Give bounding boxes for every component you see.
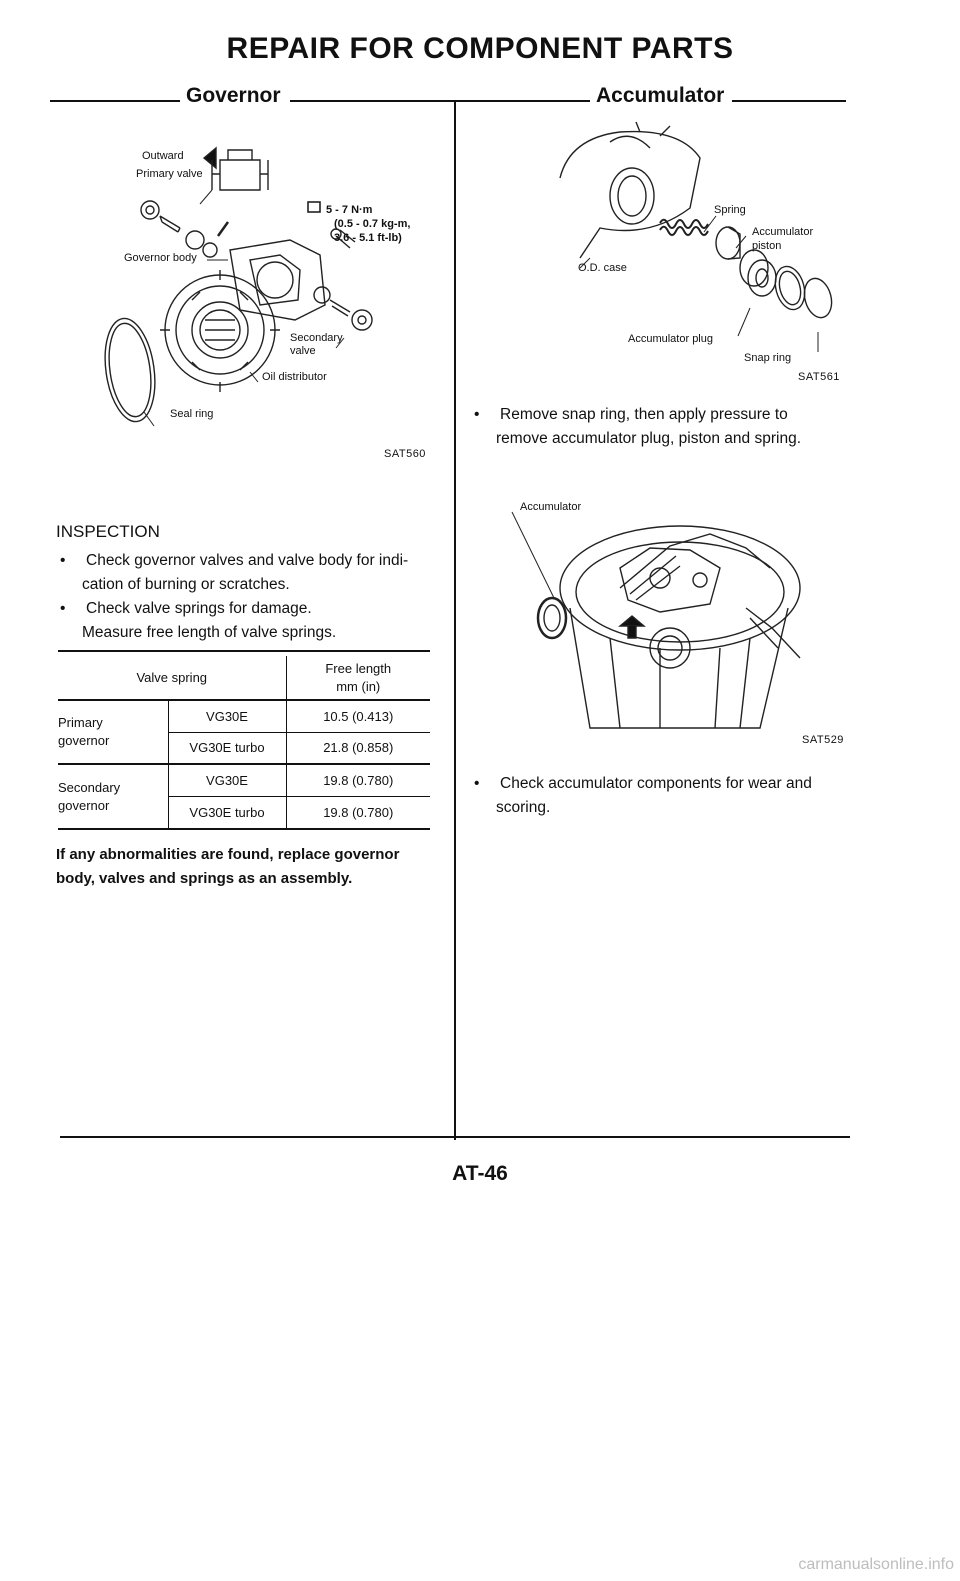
group-name-secondary [58, 764, 168, 828]
bullet-text: Remove snap ring, then apply pressure to [500, 406, 788, 423]
figure-id-sat561: SAT561 [798, 371, 840, 383]
governor-section-title: Governor [186, 84, 281, 107]
table-top-rule [58, 650, 430, 652]
torque-wrench-icon [308, 202, 320, 212]
bullet-text-continuation: remove accumulator plug, piston and spring. [496, 430, 801, 447]
label-spring: Spring [714, 204, 746, 216]
label-accumulator-plug: Accumulator plug [628, 333, 713, 345]
header-valve-spring: Valve spring [58, 656, 286, 700]
bullet-dot: • [60, 552, 66, 569]
model-cell: VG30E turbo [168, 796, 286, 828]
bullet-text-continuation: Measure free length of valve springs. [82, 624, 337, 641]
label-accumulator-piston-2: piston [752, 240, 782, 252]
header-free-length [286, 656, 430, 700]
label-secondary-valve-1: Secondary [290, 332, 343, 344]
group-name-primary [58, 700, 168, 764]
model-cell: VG30E [168, 700, 286, 732]
label-od-case: O.D. case [578, 262, 627, 274]
footer-rule [60, 1136, 850, 1138]
replacement-note-line-1: If any abnormalities are found, replace governor [56, 846, 400, 863]
outward-arrow-icon [204, 148, 216, 168]
bullet-text: Check governor valves and valve body for indi- [86, 552, 409, 569]
list-item [56, 549, 446, 573]
label-accumulator: Accumulator [520, 501, 582, 513]
label-governor-body: Governor body [124, 252, 197, 264]
table-header-row [58, 656, 430, 700]
inspection-heading: INSPECTION [56, 522, 160, 541]
bullet-dot: • [474, 775, 480, 792]
length-cell: 19.8 (0.780) [286, 764, 430, 796]
group-name-line: governor [58, 797, 110, 813]
watermark: carmanualsonline.info [798, 1556, 954, 1573]
model-cell: VG30E [168, 764, 286, 796]
valve-spring-table [58, 656, 430, 828]
list-item [470, 772, 860, 796]
label-snap-ring: Snap ring [744, 352, 792, 364]
label-torque-2: (0.5 - 0.7 kg-m, [334, 218, 411, 230]
group-name-line: governor [58, 733, 110, 748]
label-accumulator-piston-1: Accumulator [752, 226, 814, 238]
figure-id-sat529: SAT529 [802, 734, 844, 746]
accumulator-location-photo [510, 508, 810, 748]
table-row [58, 700, 430, 732]
length-cell: 19.8 (0.780) [286, 796, 430, 828]
label-oil-distributor: Oil distributor [262, 371, 327, 383]
header-free-length-1: Free length [325, 660, 392, 676]
bullet-dot: • [474, 406, 480, 423]
group-name-line: Secondary [58, 779, 121, 795]
header-free-length-2: mm (in) [336, 678, 381, 694]
label-primary-valve: Primary valve [136, 168, 203, 180]
accumulator-section-title: Accumulator [596, 84, 725, 107]
group-name-line: Primary [58, 715, 103, 730]
governor-heading-rule-left [50, 100, 180, 102]
label-seal-ring: Seal ring [170, 408, 214, 420]
bullet-text-continuation: scoring. [496, 799, 551, 816]
label-secondary-valve-2: valve [290, 345, 316, 357]
figure-id-sat560: SAT560 [384, 448, 426, 460]
accumulator-heading-rule-right [732, 100, 846, 102]
accumulator-step-2 [470, 772, 860, 820]
list-item [56, 597, 446, 621]
inspection-bullet-list [56, 549, 446, 645]
page-number: AT-46 [452, 1162, 508, 1185]
label-torque-1: 5 - 7 N·m [326, 204, 373, 216]
length-cell: 10.5 (0.413) [286, 700, 430, 732]
list-item [470, 403, 860, 427]
length-cell: 21.8 (0.858) [286, 732, 430, 764]
bullet-text: Check valve springs for damage. [86, 600, 312, 617]
bullet-text: Check accumulator components for wear and [500, 775, 812, 792]
page-title: REPAIR FOR COMPONENT PARTS [226, 32, 734, 65]
bullet-dot: • [60, 600, 66, 617]
model-cell: VG30E turbo [168, 732, 286, 764]
bullet-text-continuation: cation of burning or scratches. [82, 576, 290, 593]
replacement-note-line-2: body, valves and springs as an assembly. [56, 870, 353, 887]
column-divider [454, 100, 456, 1140]
table-bottom-rule [58, 828, 430, 830]
label-outward: Outward [142, 150, 184, 162]
table-row [58, 764, 430, 796]
section-heading-rule-middle [290, 100, 590, 102]
label-torque-3: 3.6 - 5.1 ft-lb) [334, 232, 402, 244]
air-pressure-arrow-icon [620, 616, 644, 626]
accumulator-step-1 [470, 403, 860, 451]
